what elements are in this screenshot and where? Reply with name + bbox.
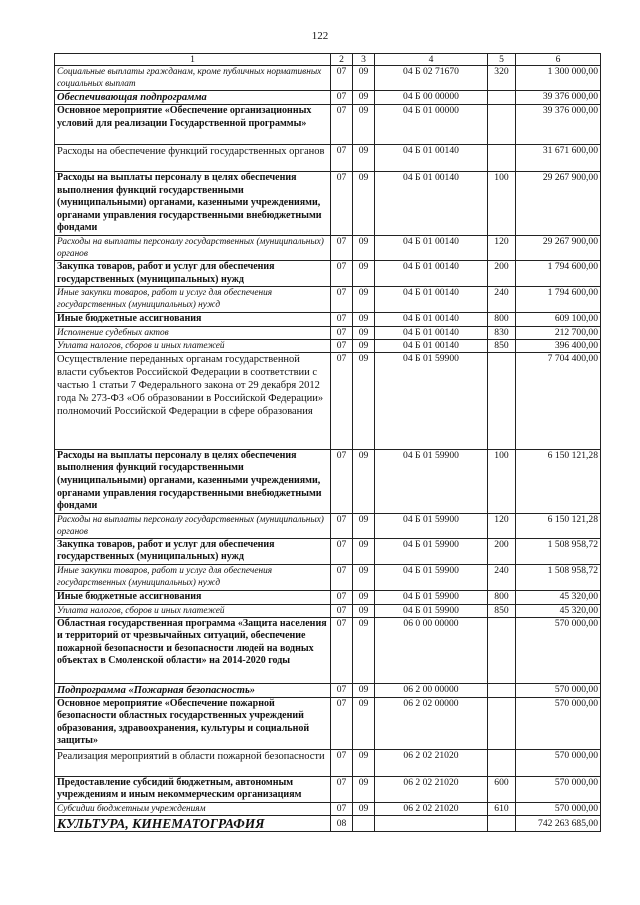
expense-type-cell — [488, 145, 516, 172]
target-article-cell: 04 Б 01 59900 — [375, 604, 488, 617]
target-article-cell: 06 0 00 00000 — [375, 617, 488, 683]
column-header-1: 1 — [55, 54, 331, 66]
target-article-cell: 04 Б 01 00140 — [375, 313, 488, 327]
amount-cell: 1 794 600,00 — [516, 287, 601, 313]
table-row — [55, 590, 601, 604]
amount-cell: 39 376 000,00 — [516, 91, 601, 105]
table-row — [55, 697, 601, 749]
table-row — [55, 145, 601, 172]
target-article-cell: 04 Б 01 00140 — [375, 326, 488, 339]
expense-type-cell: 100 — [488, 449, 516, 513]
table-row — [55, 261, 601, 287]
expense-type-cell: 850 — [488, 604, 516, 617]
column-header-6: 6 — [516, 54, 601, 66]
table-row — [55, 802, 601, 815]
amount-cell: 396 400,00 — [516, 339, 601, 352]
row-name-cell: Расходы на выплаты персоналу в целях обеспечения выполнения функций государственными (муниципальными) органами, казенными учреждениями, органами управления государственными внебюджетными фондами — [55, 449, 331, 513]
amount-cell: 570 000,00 — [516, 617, 601, 683]
expense-type-cell: 200 — [488, 261, 516, 287]
target-article-cell: 06 2 02 21020 — [375, 776, 488, 802]
section-code-cell: 07 — [331, 339, 353, 352]
expense-type-cell: 120 — [488, 236, 516, 261]
amount-cell: 29 267 900,00 — [516, 172, 601, 236]
target-article-cell: 06 2 02 21020 — [375, 749, 488, 776]
table-row — [55, 91, 601, 105]
row-name-cell: Расходы на выплаты персоналу государственных (муниципальных) органов — [55, 513, 331, 538]
section-code-cell: 07 — [331, 449, 353, 513]
amount-cell: 29 267 900,00 — [516, 236, 601, 261]
table-row — [55, 66, 601, 91]
subsection-code-cell: 09 — [353, 339, 375, 352]
row-name-cell: Социальные выплаты гражданам, кроме публичных нормативных социальных выплат — [55, 66, 331, 91]
expense-type-cell — [488, 91, 516, 105]
table-row — [55, 236, 601, 261]
target-article-cell: 04 Б 01 00140 — [375, 339, 488, 352]
section-code-cell: 07 — [331, 776, 353, 802]
target-article-cell: 04 Б 01 00140 — [375, 172, 488, 236]
row-name-cell: Иные бюджетные ассигнования — [55, 590, 331, 604]
amount-cell: 6 150 121,28 — [516, 449, 601, 513]
subsection-code-cell: 09 — [353, 604, 375, 617]
subsection-code-cell: 09 — [353, 236, 375, 261]
amount-cell: 570 000,00 — [516, 776, 601, 802]
row-name-cell: Расходы на выплаты персоналу государственных (муниципальных) органов — [55, 236, 331, 261]
subsection-code-cell: 09 — [353, 617, 375, 683]
expense-type-cell — [488, 352, 516, 449]
row-name-cell: Предоставление субсидий бюджетным, автономным учреждениям и иным некоммерческим организациям — [55, 776, 331, 802]
target-article-cell: 04 Б 01 00140 — [375, 236, 488, 261]
expense-type-cell — [488, 683, 516, 697]
expense-type-cell: 850 — [488, 339, 516, 352]
row-name-cell: Уплата налогов, сборов и иных платежей — [55, 339, 331, 352]
subsection-code-cell: 09 — [353, 105, 375, 145]
expense-type-cell — [488, 105, 516, 145]
expense-type-cell — [488, 697, 516, 749]
amount-cell: 570 000,00 — [516, 697, 601, 749]
section-code-cell: 07 — [331, 683, 353, 697]
target-article-cell: 06 2 02 00000 — [375, 697, 488, 749]
target-article-cell: 04 Б 01 00140 — [375, 145, 488, 172]
subsection-code-cell: 09 — [353, 449, 375, 513]
table-row — [55, 683, 601, 697]
row-name-cell: Исполнение судебных актов — [55, 326, 331, 339]
section-code-cell: 07 — [331, 617, 353, 683]
subsection-code-cell: 09 — [353, 261, 375, 287]
section-code-cell: 07 — [331, 172, 353, 236]
table-row — [55, 513, 601, 538]
subsection-code-cell: 09 — [353, 91, 375, 105]
section-code-cell: 07 — [331, 802, 353, 815]
subsection-code-cell: 09 — [353, 513, 375, 538]
row-name-cell: Иные закупки товаров, работ и услуг для обеспечения государственных (муниципальных) нужд — [55, 564, 331, 590]
section-code-cell: 07 — [331, 313, 353, 327]
target-article-cell: 04 Б 01 59900 — [375, 538, 488, 564]
row-name-cell: Расходы на выплаты персоналу в целях обеспечения выполнения функций государственными (муниципальными) органами, казенными учреждениями, органами управления государственными внебюджетными фондами — [55, 172, 331, 236]
subsection-code-cell: 09 — [353, 564, 375, 590]
section-code-cell: 07 — [331, 145, 353, 172]
section-code-cell: 07 — [331, 352, 353, 449]
expense-type-cell: 240 — [488, 564, 516, 590]
table-row — [55, 815, 601, 831]
subsection-code-cell: 09 — [353, 66, 375, 91]
row-name-cell: Областная государственная программа «Защита населения и территорий от чрезвычайных ситуаций, обеспечение пожарной безопасности и безопасности людей на водных объектах в Смоленской области» на 2014-2020 годы — [55, 617, 331, 683]
table-row — [55, 604, 601, 617]
subsection-code-cell: 09 — [353, 683, 375, 697]
row-name-cell: Закупка товаров, работ и услуг для обеспечения государственных (муниципальных) нужд — [55, 261, 331, 287]
table-row — [55, 105, 601, 145]
amount-cell: 1 300 000,00 — [516, 66, 601, 91]
amount-cell: 7 704 400,00 — [516, 352, 601, 449]
section-code-cell: 07 — [331, 326, 353, 339]
target-article-cell: 04 Б 02 71670 — [375, 66, 488, 91]
target-article-cell: 04 Б 01 00140 — [375, 287, 488, 313]
row-name-cell: Уплата налогов, сборов и иных платежей — [55, 604, 331, 617]
amount-cell: 39 376 000,00 — [516, 105, 601, 145]
subsection-code-cell: 09 — [353, 776, 375, 802]
expense-type-cell: 100 — [488, 172, 516, 236]
amount-cell: 570 000,00 — [516, 683, 601, 697]
target-article-cell: 04 Б 00 00000 — [375, 91, 488, 105]
expense-type-cell: 600 — [488, 776, 516, 802]
section-code-cell: 07 — [331, 604, 353, 617]
column-header-2: 2 — [331, 54, 353, 66]
section-code-cell: 07 — [331, 287, 353, 313]
subsection-code-cell — [353, 815, 375, 831]
subsection-code-cell: 09 — [353, 697, 375, 749]
target-article-cell: 04 Б 01 59900 — [375, 590, 488, 604]
subsection-code-cell: 09 — [353, 538, 375, 564]
row-name-cell: Подпрограмма «Пожарная безопасность» — [55, 683, 331, 697]
subsection-code-cell: 09 — [353, 145, 375, 172]
row-name-cell: Обеспечивающая подпрограмма — [55, 91, 331, 105]
column-header-5: 5 — [488, 54, 516, 66]
subsection-code-cell: 09 — [353, 802, 375, 815]
expense-type-cell: 120 — [488, 513, 516, 538]
amount-cell: 1 508 958,72 — [516, 538, 601, 564]
expense-type-cell: 610 — [488, 802, 516, 815]
section-code-cell: 07 — [331, 590, 353, 604]
amount-cell: 31 671 600,00 — [516, 145, 601, 172]
amount-cell: 45 320,00 — [516, 604, 601, 617]
expense-type-cell — [488, 749, 516, 776]
expense-type-cell: 200 — [488, 538, 516, 564]
row-name-cell: Иные закупки товаров, работ и услуг для обеспечения государственных (муниципальных) нужд — [55, 287, 331, 313]
amount-cell: 6 150 121,28 — [516, 513, 601, 538]
table-row — [55, 449, 601, 513]
subsection-code-cell: 09 — [353, 590, 375, 604]
amount-cell: 1 794 600,00 — [516, 261, 601, 287]
amount-cell: 742 263 685,00 — [516, 815, 601, 831]
column-header-4: 4 — [375, 54, 488, 66]
expense-type-cell — [488, 815, 516, 831]
target-article-cell: 04 Б 01 00000 — [375, 105, 488, 145]
section-code-cell: 07 — [331, 513, 353, 538]
row-name-cell: Осуществление переданных органам государственной власти субъектов Российской Федерации в соответствии с частью 1 статьи 7 Федерального закона от 29 декабря 2012 года № 273-ФЗ «Об образовании в Российской Федерации» полномочий Российской Федерации в сфере образования — [55, 352, 331, 449]
section-code-cell: 07 — [331, 697, 353, 749]
section-code-cell: 07 — [331, 66, 353, 91]
expense-type-cell: 800 — [488, 313, 516, 327]
section-code-cell: 08 — [331, 815, 353, 831]
page-number: 122 — [311, 30, 329, 42]
table-row — [55, 287, 601, 313]
amount-cell: 45 320,00 — [516, 590, 601, 604]
section-code-cell: 07 — [331, 261, 353, 287]
row-name-cell: Основное мероприятие «Обеспечение пожарной безопасности областных государственных учреждений образования, здравоохранения, культуры и социальной защиты» — [55, 697, 331, 749]
subsection-code-cell: 09 — [353, 313, 375, 327]
expense-type-cell: 320 — [488, 66, 516, 91]
row-name-cell: Закупка товаров, работ и услуг для обеспечения государственных (муниципальных) нужд — [55, 538, 331, 564]
section-code-cell: 07 — [331, 105, 353, 145]
section-code-cell: 07 — [331, 91, 353, 105]
table-row — [55, 617, 601, 683]
table-row — [55, 749, 601, 776]
row-name-cell: КУЛЬТУРА, КИНЕМАТОГРАФИЯ — [55, 815, 331, 831]
section-code-cell: 07 — [331, 236, 353, 261]
subsection-code-cell: 09 — [353, 326, 375, 339]
target-article-cell: 04 Б 01 00140 — [375, 261, 488, 287]
target-article-cell: 04 Б 01 59900 — [375, 449, 488, 513]
table-row — [55, 339, 601, 352]
section-code-cell: 07 — [331, 538, 353, 564]
subsection-code-cell: 09 — [353, 172, 375, 236]
amount-cell: 212 700,00 — [516, 326, 601, 339]
row-name-cell: Иные бюджетные ассигнования — [55, 313, 331, 327]
table-row — [55, 313, 601, 327]
target-article-cell — [375, 815, 488, 831]
amount-cell: 1 508 958,72 — [516, 564, 601, 590]
amount-cell: 570 000,00 — [516, 749, 601, 776]
table-row — [55, 538, 601, 564]
table-row — [55, 352, 601, 449]
target-article-cell: 06 2 00 00000 — [375, 683, 488, 697]
row-name-cell: Субсидии бюджетным учреждениям — [55, 802, 331, 815]
target-article-cell: 06 2 02 21020 — [375, 802, 488, 815]
row-name-cell: Реализация мероприятий в области пожарной безопасности — [55, 749, 331, 776]
expense-type-cell — [488, 617, 516, 683]
column-number-header-row — [55, 54, 601, 66]
subsection-code-cell: 09 — [353, 352, 375, 449]
target-article-cell: 04 Б 01 59900 — [375, 352, 488, 449]
target-article-cell: 04 Б 01 59900 — [375, 564, 488, 590]
expense-type-cell: 830 — [488, 326, 516, 339]
table-row — [55, 172, 601, 236]
section-code-cell: 07 — [331, 564, 353, 590]
table-row — [55, 776, 601, 802]
table-row — [55, 564, 601, 590]
expense-type-cell: 240 — [488, 287, 516, 313]
amount-cell: 609 100,00 — [516, 313, 601, 327]
expense-type-cell: 800 — [488, 590, 516, 604]
row-name-cell: Расходы на обеспечение функций государственных органов — [55, 145, 331, 172]
subsection-code-cell: 09 — [353, 287, 375, 313]
column-header-3: 3 — [353, 54, 375, 66]
subsection-code-cell: 09 — [353, 749, 375, 776]
budget-table-body — [55, 54, 601, 832]
budget-table — [54, 53, 601, 832]
table-row — [55, 326, 601, 339]
section-code-cell: 07 — [331, 749, 353, 776]
amount-cell: 570 000,00 — [516, 802, 601, 815]
row-name-cell: Основное мероприятие «Обеспечение организационных условий для реализации Государственной программы» — [55, 105, 331, 145]
target-article-cell: 04 Б 01 59900 — [375, 513, 488, 538]
